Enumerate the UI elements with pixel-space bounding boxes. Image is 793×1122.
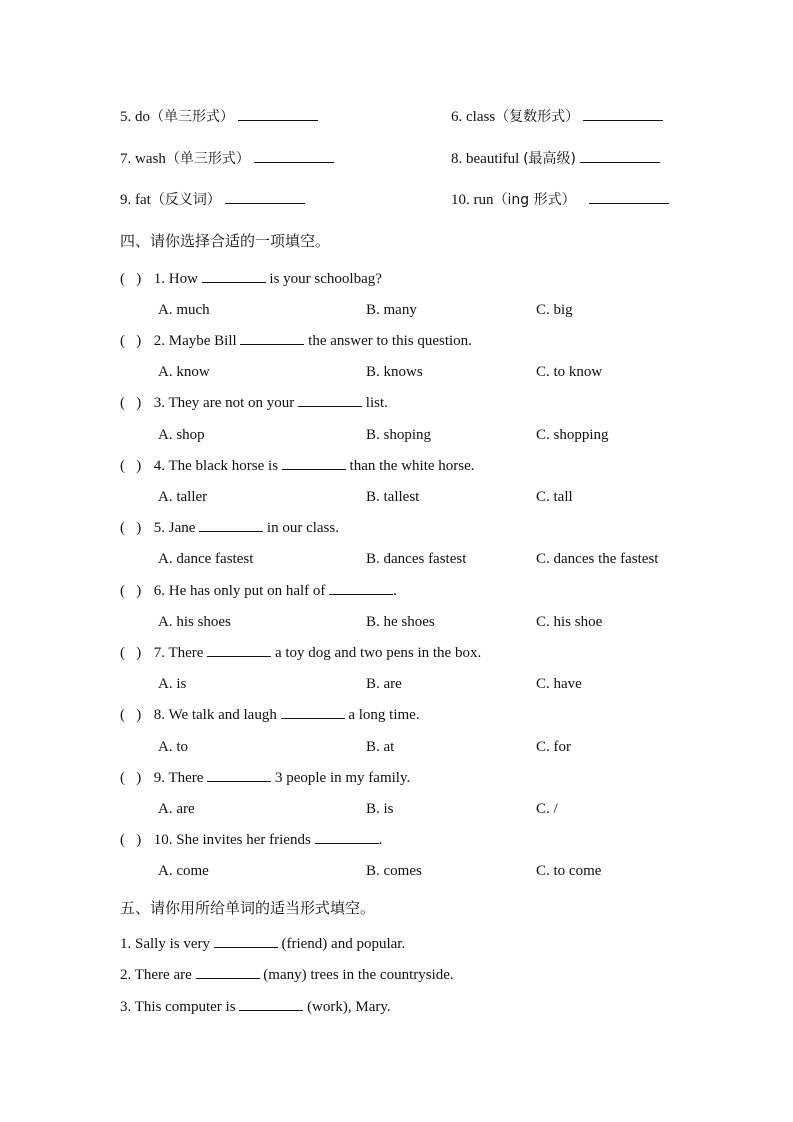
item-number: 10.: [451, 192, 470, 208]
question-row-6: [120, 582, 397, 600]
section-heading-part4: 四、请你选择合适的一项填空。: [120, 232, 331, 250]
option-c[interactable]: C. have: [536, 676, 582, 692]
question-text-before: How: [168, 271, 198, 287]
question-text-after: list.: [365, 395, 388, 411]
option-c[interactable]: C. tall: [536, 489, 573, 505]
question-number: 3.: [153, 395, 165, 411]
answer-blank: [199, 519, 263, 532]
option-a[interactable]: A. his shoes: [158, 614, 231, 630]
answer-bracket[interactable]: ( ): [120, 770, 142, 786]
option-b[interactable]: B. dances fastest: [366, 551, 467, 567]
item-word: fat: [135, 192, 151, 208]
option-b[interactable]: B. knows: [366, 364, 423, 380]
option-a[interactable]: A. are: [158, 801, 195, 817]
question-text-before: There: [168, 770, 204, 786]
question-number: 2.: [153, 333, 165, 349]
answer-bracket[interactable]: ( ): [120, 271, 142, 287]
option-a[interactable]: A. come: [158, 863, 209, 879]
question-number: 4.: [153, 458, 165, 474]
item-number: 2.: [120, 967, 132, 983]
option-b[interactable]: B. are: [366, 676, 402, 692]
question-text-before: We talk and laugh: [168, 707, 277, 723]
answer-bracket[interactable]: ( ): [120, 395, 142, 411]
word-form-item-8: [451, 150, 660, 168]
question-number: 9.: [153, 770, 165, 786]
fill-item-3: [120, 998, 391, 1016]
answer-blank[interactable]: [589, 191, 669, 204]
option-c[interactable]: C. dances the fastest: [536, 551, 659, 567]
option-a[interactable]: A. shop: [158, 427, 205, 443]
answer-blank: [207, 769, 271, 782]
item-hint: （单三形式）: [150, 109, 234, 125]
word-form-item-6: [451, 108, 663, 126]
question-text-after: 3 people in my family.: [274, 770, 411, 786]
question-row-4: [120, 457, 475, 475]
answer-blank[interactable]: [254, 150, 334, 163]
answer-blank[interactable]: [583, 108, 663, 121]
fill-item-2: [120, 966, 454, 984]
answer-blank: [329, 582, 393, 595]
item-hint: （ing 形式）: [493, 192, 576, 208]
item-number: 3.: [120, 999, 132, 1015]
question-number: 1.: [153, 271, 165, 287]
item-hint: (最高级): [523, 151, 577, 167]
option-b[interactable]: B. shoping: [366, 427, 432, 443]
answer-blank[interactable]: [239, 998, 303, 1011]
question-text-after: in our class.: [266, 520, 339, 536]
item-word: wash: [135, 151, 166, 167]
question-text-before: He has only put on half of: [168, 583, 326, 599]
option-a[interactable]: A. to: [158, 739, 188, 755]
question-text-after: is your schoolbag?: [269, 271, 382, 287]
word-form-item-7: [120, 150, 334, 168]
item-word: run: [473, 192, 494, 208]
question-number: 8.: [153, 707, 165, 723]
item-word: class: [466, 109, 496, 125]
option-b[interactable]: B. he shoes: [366, 614, 435, 630]
option-c[interactable]: C. for: [536, 739, 571, 755]
item-text-before: Sally is very: [135, 936, 210, 952]
answer-blank[interactable]: [238, 108, 318, 121]
item-text-after: (friend) and popular.: [281, 936, 406, 952]
option-a[interactable]: A. much: [158, 302, 210, 318]
question-text-after: a toy dog and two pens in the box.: [274, 645, 482, 661]
question-text-before: Jane: [168, 520, 196, 536]
item-word: beautiful: [466, 151, 520, 167]
answer-bracket[interactable]: ( ): [120, 333, 142, 349]
item-hint: （复数形式）: [495, 109, 580, 125]
item-text-before: This computer is: [134, 999, 236, 1015]
item-text-after: (many) trees in the countryside.: [263, 967, 454, 983]
answer-blank: [298, 394, 362, 407]
answer-blank[interactable]: [196, 966, 260, 979]
question-number: 6.: [153, 583, 165, 599]
option-a[interactable]: A. know: [158, 364, 210, 380]
word-form-item-10: [451, 191, 669, 209]
question-text-after: .: [393, 583, 397, 599]
option-c[interactable]: C. shopping: [536, 427, 609, 443]
question-text-after: a long time.: [348, 707, 420, 723]
item-number: 6.: [451, 109, 463, 125]
option-a[interactable]: A. taller: [158, 489, 208, 505]
question-row-1: [120, 270, 382, 288]
item-number: 9.: [120, 192, 132, 208]
question-text-before: There: [168, 645, 204, 661]
question-number: 10.: [153, 832, 173, 848]
question-number: 7.: [153, 645, 165, 661]
answer-blank: [240, 332, 304, 345]
option-c[interactable]: C. to know: [536, 364, 603, 380]
fill-item-1: [120, 935, 405, 953]
answer-blank[interactable]: [580, 150, 660, 163]
word-form-item-5: [120, 108, 318, 126]
answer-bracket[interactable]: ( ): [120, 832, 142, 848]
question-row-7: [120, 644, 481, 662]
item-text-before: There are: [134, 967, 192, 983]
option-c[interactable]: C. his shoe: [536, 614, 603, 630]
option-c[interactable]: C. to come: [536, 863, 602, 879]
question-text-before: They are not on your: [168, 395, 295, 411]
section-heading-part5: 五、请你用所给单词的适当形式填空。: [120, 899, 376, 917]
option-b[interactable]: B. is: [366, 801, 394, 817]
option-b[interactable]: B. comes: [366, 863, 422, 879]
item-hint: （反义词）: [150, 192, 221, 208]
word-form-item-9: [120, 191, 305, 209]
question-row-3: [120, 394, 388, 412]
option-b[interactable]: B. at: [366, 739, 395, 755]
option-c[interactable]: C. /: [536, 801, 558, 817]
question-text-before: The black horse is: [168, 458, 279, 474]
option-b[interactable]: B. many: [366, 302, 417, 318]
question-text-after: .: [378, 832, 383, 848]
answer-blank: [207, 644, 271, 657]
item-number: 1.: [120, 936, 132, 952]
question-row-8: [120, 706, 420, 724]
answer-bracket[interactable]: ( ): [120, 645, 142, 661]
option-b[interactable]: B. tallest: [366, 489, 420, 505]
option-c[interactable]: C. big: [536, 302, 573, 318]
question-row-9: [120, 769, 410, 787]
item-number: 5.: [120, 109, 132, 125]
answer-bracket[interactable]: ( ): [120, 458, 142, 474]
answer-bracket[interactable]: ( ): [120, 707, 142, 723]
item-hint: （单三形式）: [165, 151, 250, 167]
item-word: do: [135, 109, 150, 125]
option-a[interactable]: A. is: [158, 676, 187, 692]
question-row-2: [120, 332, 472, 350]
answer-blank: [282, 457, 346, 470]
answer-blank: [281, 706, 345, 719]
question-text-after: than the white horse.: [349, 458, 475, 474]
question-number: 5.: [153, 520, 165, 536]
item-number: 8.: [451, 151, 463, 167]
answer-bracket[interactable]: ( ): [120, 583, 142, 599]
answer-blank[interactable]: [225, 191, 305, 204]
question-text-before: She invites her friends: [176, 832, 311, 848]
item-text-after: (work), Mary.: [307, 999, 391, 1015]
question-row-10: [120, 831, 382, 849]
item-number: 7.: [120, 151, 132, 167]
question-text-after: the answer to this question.: [308, 333, 472, 349]
question-row-5: [120, 519, 339, 537]
answer-blank[interactable]: [214, 935, 278, 948]
answer-bracket[interactable]: ( ): [120, 520, 142, 536]
option-a[interactable]: A. dance fastest: [158, 551, 254, 567]
question-text-before: Maybe Bill: [168, 333, 237, 349]
answer-blank: [202, 270, 266, 283]
answer-blank: [315, 831, 379, 844]
